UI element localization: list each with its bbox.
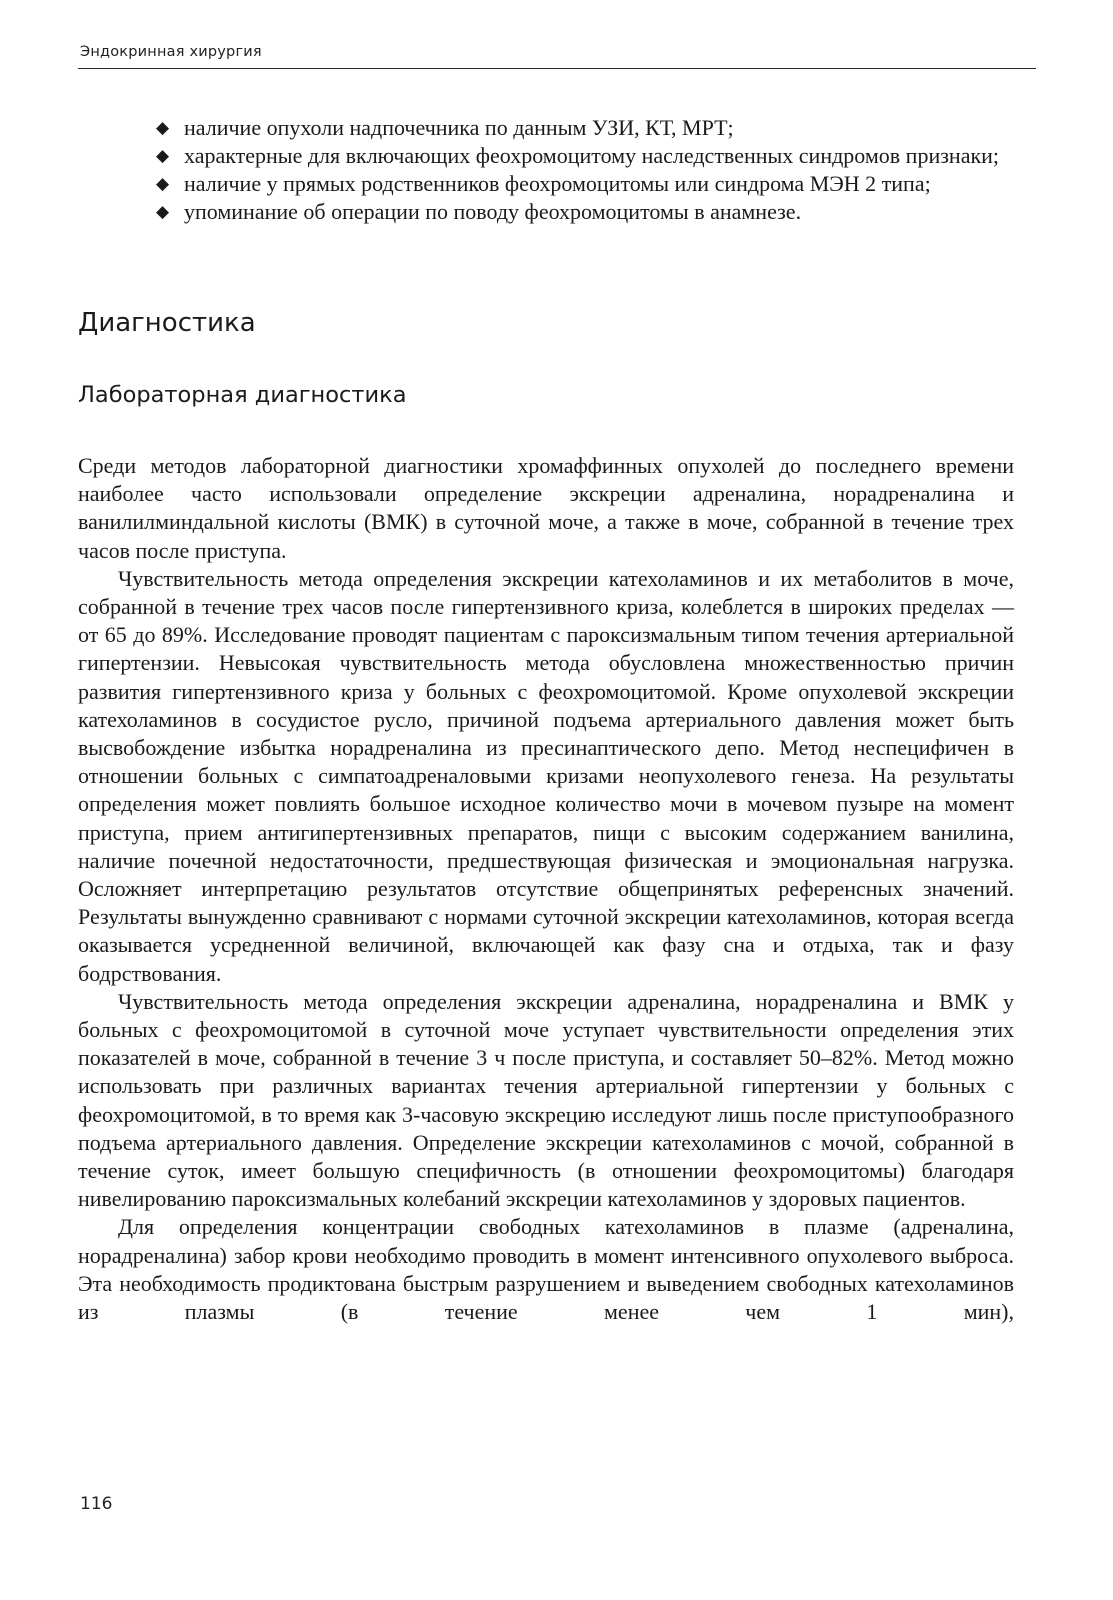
paragraph: Чувствительность метода определения экскреции катехоламинов и их метаболитов в моче, собранной в течение трех часов после гипертензивного криза, колеблется в широких пределах — от 65 до 89%. Исследование проводят пациентам с пароксизмальным типом течения артериальной гипертензии. Невысокая чувствительность метода обусловлена множественностью причин развития гипертензивного криза у больных с феохромоцитомой. Кроме опухолевой экскреции катехоламинов в сосудистое русло, причиной подъема артериального давления может быть высвобождение избытка норадреналина из пресинаптического депо. Метод неспецифичен в отношении больных с симпатоадреналовыми кризами неопухолевого генеза. На результаты определения может повлиять большое исходное количество мочи в мочевом пузыре на момент приступа, прием антигипертензивных препаратов, пищи с высоким содержанием ванилина, наличие почечной недостаточности, предшествующая физическая и эмоциональная нагрузка. Осложняет интерпретацию результатов отсутствие общепринятых референсных значений. Результаты вынужденно сравнивают с нормами суточной экскреции катехоламинов, которая всегда оказывается усредненной величиной, включающей как фазу сна и отдыха, так и фазу бодрствования. bbox=[78, 565, 1014, 986]
subsection-heading: Лабораторная диагностика bbox=[78, 382, 407, 408]
paragraph: Чувствительность метода определения экскреции адреналина, норадреналина и ВМК у больных с феохромоцитомой в суточной моче уступает чувствительности определения этих показателей в моче, собранной в течение 3 ч после приступа, и составляет 50–82%. Метод можно использовать при различных вариантах течения артериальной гипертензии у больных с феохромоцитомой, в то время как 3-часовую экскрецию исследуют лишь после приступообразного подъема артериального давления. Определение экскреции катехоламинов с мочой, собранной в течение суток, имеет большую специфичность (в отношении феохромоцитомы) благодаря нивелированию пароксизмальных колебаний экскреции катехоламинов у здоровых пациентов. bbox=[78, 988, 1014, 1212]
body-text bbox=[78, 452, 1014, 1326]
paragraph: Для определения концентрации свободных катехоламинов в плазме (адреналина, норадреналина) забор крови необходимо проводить в момент интенсивного опухолевого выброса. Эта необходимость продиктована быстрым разрушением и выведением свободных катехоламинов из плазмы (в течение менее чем 1 мин), bbox=[78, 1214, 1014, 1325]
list-item bbox=[152, 170, 1032, 198]
diamond-bullet-icon: ◆ bbox=[156, 146, 170, 165]
list-item-text: упоминание об операции по поводу феохромоцитомы в анамнезе. bbox=[184, 199, 802, 224]
paragraph: Среди методов лабораторной диагностики хромаффинных опухолей до последнего времени наиболее часто использовали определение экскреции адреналина, норадреналина и ванилилминдальной кислоты (ВМК) в суточной моче, а также в моче, собранной в течение трех часов после приступа. bbox=[78, 453, 1014, 563]
diamond-bullet-icon: ◆ bbox=[156, 202, 170, 221]
diamond-bullet-icon: ◆ bbox=[156, 174, 170, 193]
list-item-text: наличие опухоли надпочечника по данным УЗИ, КТ, МРТ; bbox=[184, 115, 734, 140]
section-heading: Диагностика bbox=[78, 308, 256, 338]
list-item bbox=[152, 198, 1032, 226]
running-head: Эндокринная хирургия bbox=[80, 44, 262, 60]
criteria-list bbox=[152, 114, 1032, 226]
page-number: 116 bbox=[80, 1494, 113, 1514]
header-divider bbox=[78, 68, 1036, 69]
list-item-text: наличие у прямых родственников феохромоцитомы или синдрома МЭН 2 типа; bbox=[184, 171, 931, 196]
list-item-text: характерные для включающих феохромоцитому наследственных синдромов признаки; bbox=[184, 143, 1000, 168]
diamond-bullet-icon: ◆ bbox=[156, 118, 170, 137]
list-item bbox=[152, 114, 1032, 142]
list-item bbox=[152, 142, 1032, 170]
